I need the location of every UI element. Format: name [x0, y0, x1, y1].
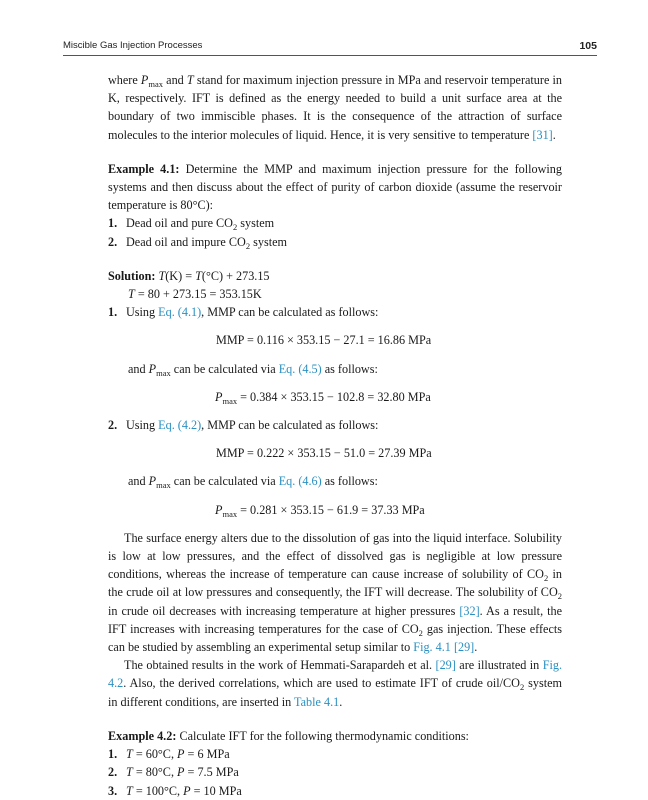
figure-link[interactable]: Fig. 4.1 [413, 640, 451, 655]
equation-link[interactable]: Eq. (4.1) [158, 305, 202, 320]
reference-link[interactable]: [29] [453, 640, 475, 655]
body-paragraph: The surface energy alters due to the dissolution of gas into the liquid interface. Solubility is low at low pressures, and the effect of dissolved gas is negligible at low pressure conditions, whereas the increase of temperature can cause increase of solubility of $CO_2$ in the crude oil at low pressures and consequently, the IFT will decrease. The solubility of $CO_2$ in crude oil decreases with increasing temperature at higher pressures [32]. As a result, the IFT increases with increasing temperatures for the case of $CO_2$ gas injection. These effects can be studied by assembling an experimental setup similar to Fig. 4.1 [29]. [108, 530, 563, 655]
example-label: Example 4.2: [108, 728, 177, 743]
equation-link[interactable]: Eq. (4.5) [278, 361, 322, 376]
solution-step-1: 1. Using Eq. (4.1), MMP can be calculated as follows: [108, 305, 379, 320]
solution-step-text: and $P_{max}$ can be calculated via Eq. (4.5) as follows: [128, 361, 378, 378]
equation-link[interactable]: Eq. (4.6) [278, 474, 322, 489]
solution-line-1: Solution: T(K) = T(°C) + 273.15 [108, 268, 270, 283]
figure-link[interactable]: Fig. 4.2 [108, 658, 562, 691]
page-header [63, 40, 597, 54]
list-item: 2. Dead oil and impure $CO_2$ system [108, 234, 287, 251]
running-title: Miscible Gas Injection Processes [63, 40, 203, 51]
solution-line-2: T = 80 + 273.15 = 353.15K [128, 287, 262, 302]
intro-paragraph: where $P_{max}$ and T stand for maximum injection pressure in MPa and reservoir temperature in K, respectively. IFT is defined as the energy needed to build a unit surface area at the boundary of two immiscible phases. It is the consequence of the attraction of surface molecules to the interior molecules of liquid. Hence, it is very sensitive to temperature [31]. [108, 73, 562, 142]
equation: MMP = 0.222 × 353.15 − 51.0 = 27.39 MPa [216, 446, 432, 461]
reference-link[interactable]: [31] [532, 127, 553, 142]
equation-link[interactable]: Eq. (4.2) [158, 418, 202, 433]
example-label: Example 4.1: [108, 161, 180, 176]
example-4-1: Example 4.1: Determine the MMP and maximum injection pressure for the following systems and then discuss about the effect of purity of carbon dioxide (assume the reservoir temperature is 80°C): [108, 161, 562, 213]
header-rule [63, 55, 597, 56]
equation: MMP = 0.116 × 353.15 − 27.1 = 16.86 MPa [216, 333, 432, 348]
list-item: 3. T = 100°C, P = 10 MPa [108, 783, 242, 798]
table-link[interactable]: Table 4.1 [294, 694, 340, 709]
list-item: 2. T = 80°C, P = 7.5 MPa [108, 765, 239, 780]
solution-label: Solution: [108, 268, 156, 283]
equation: $P_{max} = 0.281 \times 353.15 - 61.9 = 37.33$ MPa [215, 502, 425, 519]
list-item: 1. Dead oil and pure $CO_2$ system [108, 216, 275, 233]
solution-step-text: and $P_{max}$ can be calculated via Eq. (4.6) as follows: [128, 474, 378, 491]
reference-link[interactable]: [32] [459, 603, 480, 618]
example-4-2: Example 4.2: Calculate IFT for the following thermodynamic conditions: [108, 728, 469, 743]
solution-step-2: 2. Using Eq. (4.2), MMP can be calculated as follows: [108, 418, 379, 433]
page-body [108, 71, 562, 800]
page-number: 105 [579, 40, 597, 52]
reference-link[interactable]: [29] [435, 658, 456, 673]
equation: $P_{max} = 0.384 \times 353.15 - 102.8 = 32.80$ MPa [215, 389, 431, 406]
list-item: 1. T = 60°C, P = 6 MPa [108, 747, 230, 762]
body-paragraph: The obtained results in the work of Hemmati-Sarapardeh et al. [29] are illustrated in Fig. 4.2. Also, the derived correlations, which are used to estimate IFT of crude oil/$CO_2$ system in different conditions, are inserted in Table 4.1. [108, 658, 562, 709]
